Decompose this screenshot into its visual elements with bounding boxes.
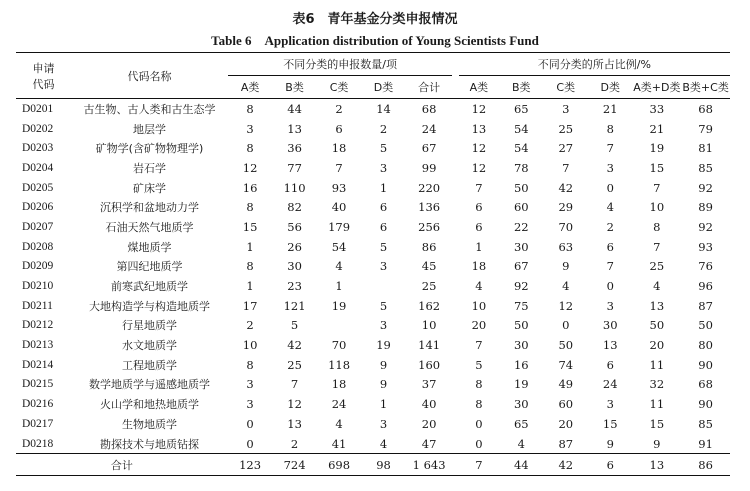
row-ratio-bc: 92 <box>698 219 713 234</box>
row-count-b: 30 <box>287 259 302 274</box>
row-count-a: 8 <box>246 357 254 372</box>
row-count-b: 13 <box>287 416 302 431</box>
row-ratio-a: 6 <box>475 219 483 234</box>
row-ratio-ad: 11 <box>649 357 665 372</box>
row-ratio-b: 30 <box>513 338 529 353</box>
row-ratio-ad: 19 <box>649 141 665 156</box>
row-name: 矿床学 <box>132 181 166 195</box>
row-count-b: 13 <box>287 121 302 136</box>
row-ratio-a: 12 <box>471 160 487 175</box>
row-ratio-c: 3 <box>562 101 570 116</box>
row-ratio-bc: 80 <box>698 338 713 353</box>
row-count-total: 99 <box>421 160 437 175</box>
table-row <box>16 355 730 375</box>
header-ratio-d: D类 <box>588 76 632 99</box>
row-ratio-d: 24 <box>602 377 618 392</box>
row-ratio-b: 4 <box>517 436 525 451</box>
header-count-total: 合计 <box>406 76 453 99</box>
header-count-b: B类 <box>272 76 316 99</box>
row-count-d: 6 <box>379 219 388 234</box>
row-code: D0218 <box>22 437 54 450</box>
row-count-c: 41 <box>331 436 347 451</box>
row-ratio-ad: 15 <box>649 416 665 431</box>
table-row <box>16 276 730 296</box>
row-name: 石油天然气地质学 <box>105 220 194 234</box>
row-count-d: 4 <box>379 436 388 451</box>
row-count-a: 2 <box>246 318 254 333</box>
row-ratio-a: 8 <box>475 397 483 412</box>
row-count-d <box>361 276 405 296</box>
row-ratio-c: 42 <box>558 180 574 195</box>
row-count-a: 16 <box>242 180 258 195</box>
row-ratio-ad: 25 <box>649 259 665 274</box>
row-count-c: 24 <box>331 397 347 412</box>
row-count-d: 5 <box>379 141 388 156</box>
row-ratio-d: 7 <box>606 141 614 156</box>
total-count-b: 724 <box>272 454 316 476</box>
header-ratio-ad: A类+D类 <box>632 76 681 99</box>
table-row <box>16 178 730 198</box>
row-count-a: 3 <box>246 397 254 412</box>
row-name: 行星地质学 <box>121 319 177 333</box>
row-ratio-c: 4 <box>562 279 570 294</box>
row-ratio-b: 60 <box>513 200 529 215</box>
row-count-c: 93 <box>331 180 347 195</box>
row-count-b: 56 <box>287 219 302 234</box>
row-ratio-bc: 76 <box>698 259 713 274</box>
row-ratio-a: 12 <box>471 101 487 116</box>
row-name: 工程地质学 <box>121 358 177 372</box>
row-count-total: 40 <box>421 397 437 412</box>
row-code: D0216 <box>22 398 54 411</box>
row-count-total: 86 <box>421 239 437 254</box>
row-ratio-b: 92 <box>513 279 529 294</box>
table-body <box>16 99 730 454</box>
row-count-a: 12 <box>242 160 258 175</box>
row-count-d: 6 <box>379 200 388 215</box>
row-ratio-c: 27 <box>558 141 574 156</box>
row-ratio-ad: 8 <box>653 219 661 234</box>
header-count-a: A类 <box>228 76 272 99</box>
table-row <box>16 197 730 217</box>
row-code: D0215 <box>22 378 54 391</box>
header-ratio-a: A类 <box>459 76 499 99</box>
row-ratio-d: 15 <box>602 416 618 431</box>
row-count-b: 77 <box>287 160 302 175</box>
row-count-c: 40 <box>331 200 347 215</box>
row-count-a: 17 <box>242 298 258 313</box>
row-count-total: 141 <box>418 338 441 353</box>
row-count-d: 9 <box>379 377 388 392</box>
row-ratio-d: 3 <box>606 298 614 313</box>
row-count-total: 256 <box>418 219 441 234</box>
row-count-b: 25 <box>287 357 302 372</box>
row-ratio-bc: 96 <box>698 279 713 294</box>
row-count-b: 110 <box>283 180 306 195</box>
row-ratio-d: 21 <box>602 101 618 116</box>
total-ratio-ad: 13 <box>632 454 681 476</box>
row-count-a: 0 <box>246 416 254 431</box>
row-count-a: 0 <box>246 436 254 451</box>
table-row <box>16 237 730 257</box>
table-title-en: Table 6 Application distribution of Young Scientists Fund <box>211 33 539 48</box>
row-ratio-bc: 90 <box>698 357 713 372</box>
total-ratio-d: 6 <box>588 454 632 476</box>
header-group-count: 不同分类的申报数量/项 <box>228 53 453 76</box>
row-ratio-ad: 32 <box>649 377 665 392</box>
row-count-total: 45 <box>421 259 437 274</box>
row-count-total: 162 <box>418 298 441 313</box>
row-code: D0206 <box>22 201 54 214</box>
row-ratio-a: 12 <box>471 141 487 156</box>
row-count-c: 6 <box>335 121 343 136</box>
row-count-a: 8 <box>246 141 254 156</box>
row-count-a: 8 <box>246 259 254 274</box>
row-ratio-c: 50 <box>558 338 574 353</box>
row-count-total: 10 <box>421 318 437 333</box>
row-ratio-ad: 15 <box>649 160 665 175</box>
row-name: 生物地质学 <box>121 417 177 431</box>
table-row <box>16 375 730 395</box>
row-code: D0208 <box>22 240 54 253</box>
row-ratio-a: 8 <box>475 377 483 392</box>
total-ratio-b: 44 <box>499 454 543 476</box>
table-title-cn: 表6 青年基金分类申报情况 <box>292 12 458 27</box>
total-count-c: 698 <box>317 454 361 476</box>
header-code-line2: 代码 <box>32 77 55 91</box>
header-ratio-c: C类 <box>544 76 588 99</box>
table-row <box>16 316 730 336</box>
total-ratio-a: 7 <box>459 454 499 476</box>
row-count-c: 4 <box>335 416 343 431</box>
row-ratio-bc: 92 <box>698 180 713 195</box>
row-ratio-d: 2 <box>606 219 614 234</box>
row-ratio-a: 13 <box>471 121 487 136</box>
row-ratio-d: 6 <box>606 357 614 372</box>
row-ratio-a: 0 <box>475 416 483 431</box>
row-count-c <box>317 316 361 336</box>
row-ratio-bc: 85 <box>698 160 713 175</box>
row-count-total: 25 <box>421 279 437 294</box>
row-count-c: 18 <box>331 141 347 156</box>
row-code: D0201 <box>22 102 54 115</box>
row-count-c: 2 <box>335 101 343 116</box>
row-ratio-ad: 50 <box>649 318 665 333</box>
row-ratio-bc: 50 <box>698 318 713 333</box>
row-count-total: 67 <box>421 141 437 156</box>
row-ratio-a: 10 <box>471 298 487 313</box>
table-row <box>16 335 730 355</box>
row-count-b: 23 <box>287 279 302 294</box>
row-name: 大地构造学与构造地质学 <box>88 299 210 313</box>
total-count-a: 123 <box>228 454 272 476</box>
row-code: D0207 <box>22 220 54 233</box>
row-ratio-ad: 10 <box>649 200 665 215</box>
row-ratio-ad: 13 <box>649 298 665 313</box>
row-ratio-bc: 89 <box>698 200 713 215</box>
row-ratio-bc: 90 <box>698 397 713 412</box>
row-count-c: 19 <box>331 298 347 313</box>
row-code: D0204 <box>22 161 54 174</box>
row-ratio-b: 16 <box>513 357 529 372</box>
row-ratio-d: 7 <box>606 259 614 274</box>
row-ratio-bc: 91 <box>698 436 713 451</box>
row-count-d: 14 <box>376 101 391 116</box>
row-name: 火山学和地热地质学 <box>99 398 199 412</box>
total-ratio-bc: 86 <box>681 454 730 476</box>
row-code: D0217 <box>22 417 54 430</box>
row-name: 前寒武纪地质学 <box>110 280 188 294</box>
row-ratio-b: 22 <box>513 219 529 234</box>
row-count-d: 3 <box>379 318 388 333</box>
row-ratio-b: 50 <box>513 318 529 333</box>
row-count-total: 20 <box>421 416 437 431</box>
row-count-d: 3 <box>379 416 388 431</box>
row-count-c: 118 <box>328 357 351 372</box>
table-row <box>16 217 730 237</box>
row-ratio-d: 30 <box>602 318 618 333</box>
total-ratio-c: 42 <box>544 454 588 476</box>
table-row <box>16 119 730 139</box>
row-ratio-ad: 7 <box>653 239 661 254</box>
row-code: D0214 <box>22 358 54 371</box>
row-ratio-a: 6 <box>475 200 483 215</box>
row-ratio-ad: 7 <box>653 180 661 195</box>
row-count-d: 1 <box>379 397 388 412</box>
row-ratio-bc: 87 <box>698 298 713 313</box>
row-ratio-b: 54 <box>513 141 529 156</box>
total-label: 合计 <box>16 454 228 476</box>
row-ratio-c: 70 <box>558 219 574 234</box>
row-ratio-c: 49 <box>558 377 574 392</box>
row-name: 勘探技术与地质钻探 <box>99 437 199 451</box>
row-count-total: 68 <box>421 101 437 116</box>
table-row <box>16 158 730 178</box>
header-ratio-bc: B类+C类 <box>681 76 730 99</box>
header-group-ratio: 不同分类的所占比例/% <box>459 53 730 76</box>
row-count-b: 36 <box>287 141 302 156</box>
total-row <box>16 454 730 476</box>
total-count-d: 98 <box>361 454 405 476</box>
row-ratio-c: 87 <box>558 436 574 451</box>
row-code: D0213 <box>22 339 54 352</box>
row-ratio-bc: 85 <box>698 416 713 431</box>
row-ratio-a: 7 <box>475 338 483 353</box>
row-count-total: 47 <box>421 436 437 451</box>
row-count-d: 9 <box>379 357 388 372</box>
row-count-total: 24 <box>421 121 437 136</box>
header-code <box>16 53 71 99</box>
row-code: D0211 <box>22 299 53 312</box>
row-count-total: 136 <box>418 200 441 215</box>
row-name: 矿物学(含矿物物理学) <box>95 142 204 156</box>
row-count-c: 18 <box>331 377 347 392</box>
row-ratio-c: 7 <box>562 160 570 175</box>
row-ratio-c: 74 <box>558 357 574 372</box>
row-ratio-a: 20 <box>471 318 487 333</box>
row-ratio-ad: 33 <box>649 101 665 116</box>
row-count-total: 160 <box>418 357 441 372</box>
row-count-b: 26 <box>287 239 302 254</box>
row-ratio-a: 5 <box>475 357 483 372</box>
row-count-b: 121 <box>283 298 306 313</box>
table-row <box>16 296 730 316</box>
row-ratio-bc: 81 <box>698 141 713 156</box>
row-count-b: 5 <box>290 318 299 333</box>
row-count-b: 7 <box>290 377 299 392</box>
row-ratio-a: 18 <box>471 259 487 274</box>
row-ratio-b: 75 <box>513 298 529 313</box>
row-count-a: 3 <box>246 377 254 392</box>
row-name: 古生物、古人类和古生态学 <box>83 102 216 116</box>
header-name: 代码名称 <box>71 53 228 99</box>
row-ratio-d: 4 <box>606 200 614 215</box>
row-count-c: 4 <box>335 259 343 274</box>
table-row <box>16 138 730 158</box>
row-count-d: 1 <box>379 180 388 195</box>
table-row <box>16 434 730 454</box>
row-ratio-d: 3 <box>606 160 614 175</box>
row-ratio-d: 3 <box>606 397 614 412</box>
row-count-b: 82 <box>287 200 302 215</box>
row-count-c: 7 <box>335 160 343 175</box>
table-row <box>16 257 730 277</box>
row-ratio-bc: 68 <box>698 377 713 392</box>
row-count-b: 44 <box>287 101 302 116</box>
row-code: D0202 <box>22 122 54 135</box>
header-count-c: C类 <box>317 76 361 99</box>
row-count-d: 5 <box>379 298 388 313</box>
row-ratio-d: 6 <box>606 239 614 254</box>
row-count-b: 42 <box>287 338 302 353</box>
row-ratio-a: 7 <box>475 180 483 195</box>
header-ratio-b: B类 <box>499 76 543 99</box>
row-ratio-b: 65 <box>513 416 529 431</box>
row-count-d: 19 <box>376 338 391 353</box>
row-ratio-d: 13 <box>602 338 618 353</box>
row-ratio-bc: 93 <box>698 239 713 254</box>
row-ratio-d: 8 <box>606 121 614 136</box>
row-name: 第四纪地质学 <box>116 260 183 274</box>
row-ratio-d: 0 <box>606 279 614 294</box>
table-row <box>16 414 730 434</box>
header-count-d: D类 <box>361 76 405 99</box>
row-ratio-ad: 11 <box>649 397 665 412</box>
row-count-a: 8 <box>246 101 254 116</box>
row-code: D0209 <box>22 260 54 273</box>
row-ratio-c: 29 <box>558 200 574 215</box>
row-code: D0210 <box>22 280 54 293</box>
row-count-c: 1 <box>335 279 343 294</box>
row-count-a: 1 <box>246 279 254 294</box>
row-name: 数学地质学与遥感地质学 <box>88 378 210 392</box>
row-count-d: 3 <box>379 259 388 274</box>
row-count-b: 12 <box>287 397 302 412</box>
row-ratio-a: 1 <box>475 239 483 254</box>
table-row <box>16 394 730 414</box>
row-ratio-c: 9 <box>562 259 570 274</box>
row-count-a: 10 <box>242 338 258 353</box>
row-count-a: 15 <box>242 219 258 234</box>
row-count-c: 70 <box>331 338 347 353</box>
row-count-b: 2 <box>290 436 299 451</box>
table-row <box>16 99 730 119</box>
row-ratio-c: 0 <box>562 318 570 333</box>
total-count-sum: 1 643 <box>406 454 453 476</box>
row-name: 水文地质学 <box>121 339 177 353</box>
row-name: 地层学 <box>132 122 166 136</box>
row-name: 岩石学 <box>132 161 166 175</box>
row-ratio-c: 20 <box>558 416 574 431</box>
row-ratio-ad: 9 <box>653 436 661 451</box>
row-ratio-c: 60 <box>558 397 574 412</box>
row-ratio-ad: 21 <box>649 121 665 136</box>
row-ratio-b: 54 <box>513 121 529 136</box>
row-count-total: 37 <box>421 377 437 392</box>
row-ratio-d: 9 <box>606 436 614 451</box>
row-ratio-ad: 4 <box>653 279 661 294</box>
row-count-a: 1 <box>246 239 254 254</box>
row-count-d: 2 <box>379 121 388 136</box>
row-ratio-bc: 79 <box>698 121 713 136</box>
application-distribution-table <box>16 52 730 476</box>
row-count-a: 8 <box>246 200 254 215</box>
row-code: D0205 <box>22 181 54 194</box>
row-code: D0212 <box>22 319 54 332</box>
row-ratio-b: 30 <box>513 397 529 412</box>
row-ratio-ad: 20 <box>649 338 665 353</box>
row-ratio-bc: 68 <box>698 101 713 116</box>
row-ratio-b: 65 <box>513 101 529 116</box>
row-count-total: 220 <box>418 180 441 195</box>
row-count-c: 179 <box>328 219 351 234</box>
row-ratio-b: 30 <box>513 239 529 254</box>
header-code-line1: 申请 <box>32 61 55 75</box>
row-ratio-b: 67 <box>513 259 529 274</box>
row-name: 煤地质学 <box>127 240 172 254</box>
row-code: D0203 <box>22 142 54 155</box>
row-ratio-a: 0 <box>475 436 483 451</box>
row-ratio-c: 12 <box>558 298 574 313</box>
row-count-d: 5 <box>379 239 388 254</box>
row-ratio-b: 50 <box>513 180 529 195</box>
row-name: 沉积学和盆地动力学 <box>99 201 199 215</box>
row-ratio-a: 4 <box>475 279 483 294</box>
row-ratio-c: 25 <box>558 121 574 136</box>
row-ratio-b: 78 <box>513 160 529 175</box>
row-count-c: 54 <box>331 239 347 254</box>
row-ratio-d: 0 <box>606 180 614 195</box>
row-ratio-c: 63 <box>558 239 574 254</box>
row-count-d: 3 <box>379 160 388 175</box>
row-ratio-b: 19 <box>513 377 529 392</box>
row-count-a: 3 <box>246 121 254 136</box>
